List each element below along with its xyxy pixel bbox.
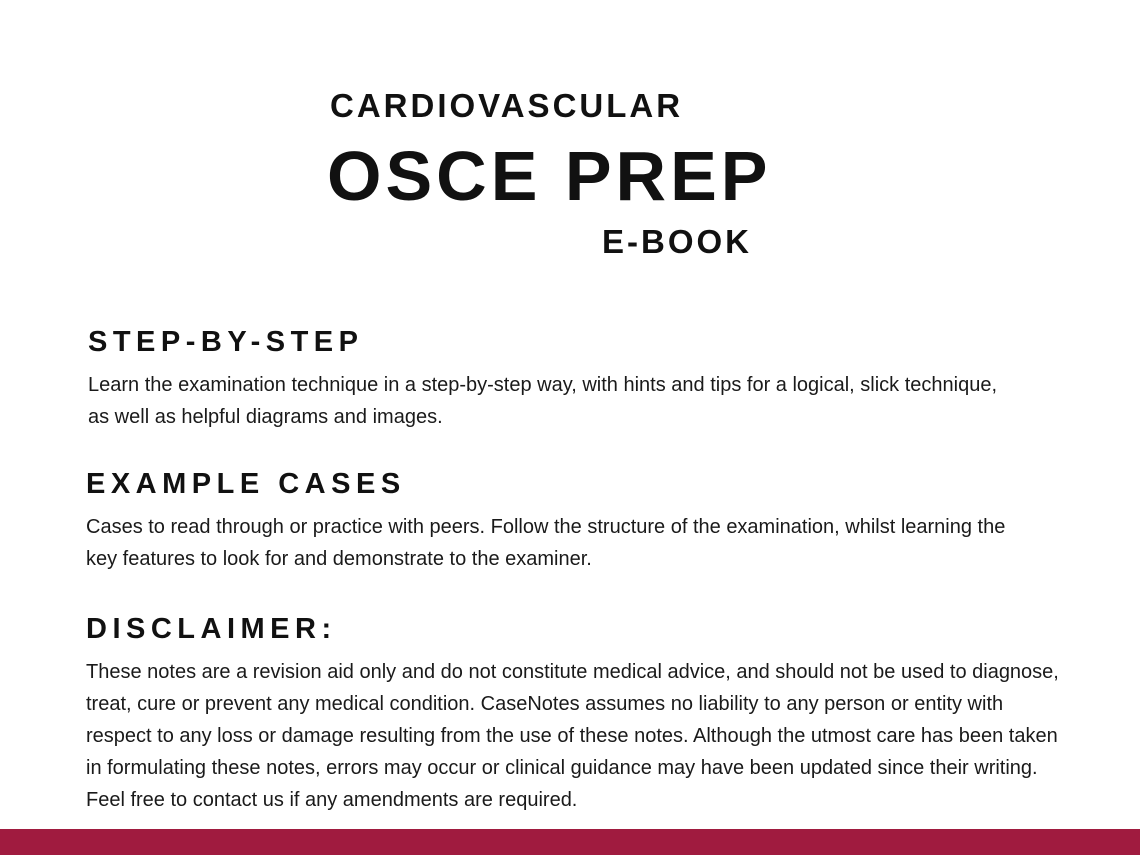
section-body: Learn the examination technique in a step-by-step way, with hints and tips for a logical, slick technique, as well as helpful diagrams and images. bbox=[88, 374, 998, 428]
section-heading: DISCLAIMER: bbox=[86, 613, 337, 645]
title-main: OSCE PREP bbox=[327, 137, 772, 215]
section-heading: STEP-BY-STEP bbox=[88, 326, 364, 358]
section-example-cases bbox=[86, 467, 1006, 575]
section-body: Cases to read through or practice with peers. Follow the structure of the examination, whilst learning the key features to look for and demonstrate to the examiner. bbox=[86, 516, 1006, 570]
section-body: These notes are a revision aid only and do not constitute medical advice, and should not be used to diagnose, treat, cure or prevent any medical condition. CaseNotes assumes no liability to any person or entity with respect to any loss or damage resulting from the use of these notes. Although the utmost care has been taken in formulating these notes, errors may occur or clinical guidance may have been updated since their writing. Feel free to contact us if any amendments are required. bbox=[86, 661, 1059, 811]
title-top: CARDIOVASCULAR bbox=[330, 87, 684, 124]
title-sub: E-BOOK bbox=[602, 223, 752, 260]
bottom-accent-bar bbox=[0, 829, 1140, 855]
section-disclaimer bbox=[86, 612, 1066, 816]
section-heading: EXAMPLE CASES bbox=[86, 468, 406, 500]
section-step-by-step bbox=[88, 325, 1008, 433]
